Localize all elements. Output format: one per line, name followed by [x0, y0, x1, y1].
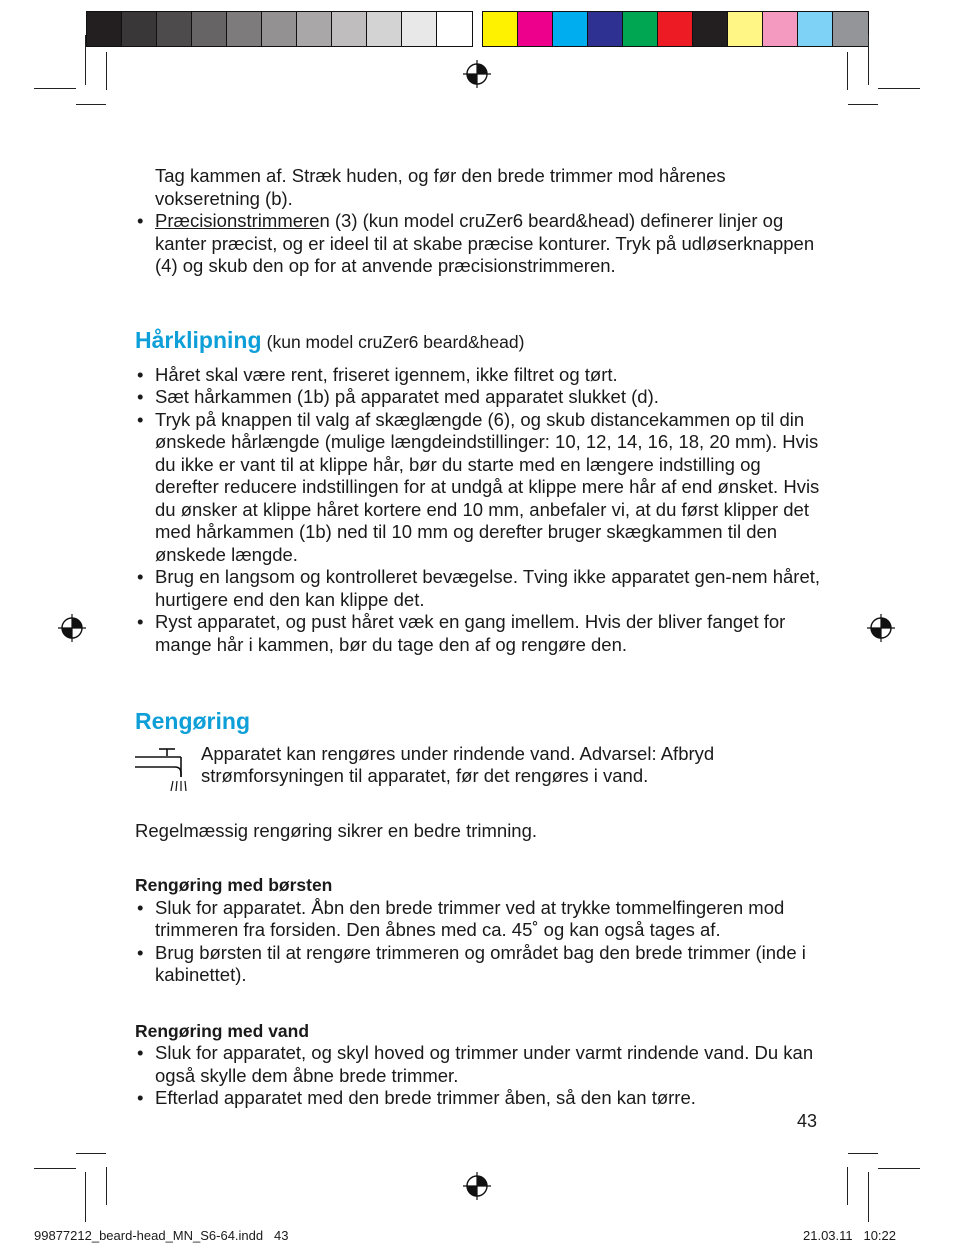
crop-mark: [847, 1167, 848, 1205]
color-swatch: [833, 12, 868, 46]
haircut-bullets: [135, 364, 825, 657]
crop-mark: [76, 1153, 106, 1154]
list-item: • Brug børsten til at rengøre trimmeren og området bag den brede trimmer (inde i kabinettet).: [135, 942, 825, 987]
footer-date: 21.03.11 10:22: [803, 1228, 897, 1243]
list-item: • Tryk på knappen til valg af skæglængde (6), og skub distancekammen op til din ønskede hårlængde (mulige længdeindstillinger: 10, 12, 14, 16, 18, 20 mm). Hvis du ikke er vant til at klippe hår, bør du starte med en længere indstilling og derefter reducere indstillingen for at undgå at klippe mere hår af end ønsket. Hvis du ønsker at klippe håret kortere end 10 mm, anbefaler vi, at du først klipper det med hårkammen (1b) ned til 10 mm og derefter bruger skægkammen til den ønskede længde.: [135, 409, 825, 567]
color-swatch: [367, 12, 402, 46]
water-bullets: [135, 1042, 825, 1110]
color-swatch: [192, 12, 227, 46]
cleaning-paragraph: Regelmæssig rengøring sikrer en bedre trimning.: [135, 819, 538, 841]
crop-mark: [847, 52, 848, 90]
precision-trimmer-text: n (3) (kun model cruZer6 beard&head) definerer linjer og kanter præcist, og er ideel til at skabe præcise konturer. Tryk på udløserknappen (4) og skub den op for at anvende præcisionstrimmeren.: [155, 210, 815, 276]
crop-mark: [34, 1168, 76, 1169]
color-swatch: [297, 12, 332, 46]
haircut-heading: Hårklipning: [135, 327, 262, 353]
color-bar: [482, 11, 869, 47]
list-item: [135, 210, 825, 278]
grayscale-bar: [86, 11, 473, 47]
cleaning-warning-text: Apparatet kan rengøres under rindende vand. Advarsel: Afbryd strømforsyningen til apparatet, før det rengøres i vand.: [201, 742, 715, 786]
crop-mark: [868, 35, 869, 85]
crop-mark: [878, 88, 920, 89]
color-swatch: [437, 12, 472, 46]
color-swatch: [157, 12, 192, 46]
color-swatch: [483, 12, 518, 46]
color-swatch: [553, 12, 588, 46]
color-swatch: [693, 12, 728, 46]
list-item: • Efterlad apparatet med den brede trimmer åben, så den kan tørre.: [135, 1087, 825, 1110]
haircut-heading-note: (kun model cruZer6 beard&head): [266, 332, 525, 352]
list-item: • Sæt hårkammen (1b) på apparatet med apparatet slukket (d).: [135, 386, 825, 409]
cleaning-warning-row: [135, 743, 825, 799]
crop-mark: [868, 1172, 869, 1222]
crop-mark: [878, 1168, 920, 1169]
brush-heading: Rengøring med børsten: [135, 875, 333, 895]
color-swatch: [332, 12, 367, 46]
intro-paragraph: Tag kammen af. Stræk huden, og før den brede trimmer mod hårenes vokseretning (b).: [155, 165, 726, 209]
color-swatch: [763, 12, 798, 46]
crop-mark: [848, 104, 878, 105]
brush-bullets: [135, 897, 825, 987]
list-item: • Brug en langsom og kontrolleret bevægelse. Tving ikke apparatet gen-nem håret, hurtigere end den kan klippe det.: [135, 566, 825, 611]
list-item: • Håret skal være rent, friseret igennem, ikke filtret og tørt.: [135, 364, 825, 387]
color-swatch: [658, 12, 693, 46]
haircut-heading-row: [135, 329, 825, 354]
crop-mark: [106, 52, 107, 90]
water-heading: Rengøring med vand: [135, 1020, 310, 1041]
list-item: • Ryst apparatet, og pust håret væk en gang imellem. Hvis der bliver fanget for mange hår i kammen, bør du tage den af og rengøre den.: [135, 611, 825, 656]
color-swatch: [728, 12, 763, 46]
crop-mark: [85, 1172, 86, 1222]
color-swatch: [588, 12, 623, 46]
crop-mark: [76, 104, 106, 105]
cleaning-section: [135, 710, 825, 1110]
color-swatch: [122, 12, 157, 46]
precision-trimmer-term: Præcisionstrimmere: [155, 210, 320, 231]
color-swatch: [518, 12, 553, 46]
color-swatch: [227, 12, 262, 46]
crop-mark: [85, 35, 86, 85]
footer-file: 99877212_beard-head_MN_S6-64.indd 43: [34, 1228, 289, 1243]
haircut-section: [135, 329, 825, 656]
color-swatch: [262, 12, 297, 46]
registration-mark-icon: [867, 614, 895, 642]
crop-mark: [848, 1153, 878, 1154]
color-swatch: [87, 12, 122, 46]
list-item: • Sluk for apparatet. Åbn den brede trimmer ved at trykke tommelfingeren mod trimmeren fra forsiden. Den åbnes med ca. 45˚ og kan også tages af.: [135, 897, 825, 942]
intro-bullets: [135, 210, 825, 278]
color-swatch: [798, 12, 833, 46]
color-swatch: [402, 12, 437, 46]
page-number: 43: [797, 1111, 818, 1131]
crop-mark: [34, 88, 76, 89]
registration-mark-icon: [463, 60, 491, 88]
registration-mark-icon: [58, 614, 86, 642]
intro-section: [135, 165, 825, 278]
list-item: • Sluk for apparatet, og skyl hoved og trimmer under varmt rindende vand. Du kan også skylle dem åbne brede trimmer.: [135, 1042, 825, 1087]
color-swatch: [623, 12, 658, 46]
cleaning-heading: Rengøring: [135, 708, 250, 734]
crop-mark: [106, 1167, 107, 1205]
registration-mark-icon: [463, 1172, 491, 1200]
water-tap-icon: [135, 747, 191, 799]
